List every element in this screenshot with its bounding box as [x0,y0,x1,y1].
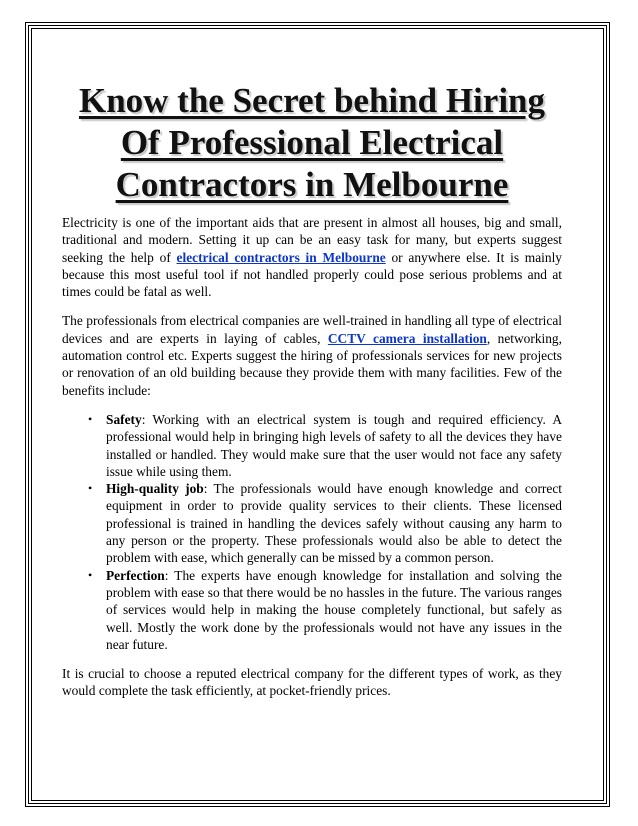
list-item [88,567,562,653]
intro-paragraph [62,214,562,300]
electrical-contractors-link[interactable]: electrical contractors in Melbourne [176,249,386,265]
benefit-term: High-quality job [106,481,204,497]
list-item [88,480,562,566]
bullet-icon: • [88,567,93,582]
benefits-list [62,411,562,653]
benefit-text: : Working with an electrical system is tough and required efficiency. A professional would help in bringing high levels of safety to all the devices they have installed or handled. They would make sure that the user would not face any safety issue while using them. [106,411,562,479]
services-paragraph [62,312,562,398]
bullet-icon: • [88,411,93,426]
list-item [88,411,562,480]
page-title: Know the Secret behind Hiring Of Professional Electrical Contractors in Melbourne [78,81,546,204]
document-body [62,80,562,712]
intro-text-before: Electricity is one of the important aids that are present in almost all houses, big and small, traditional and modern. Setting it up can be an easy task for many, but experts suggest seeking the help of [62,215,562,265]
intro-text-after: or anywhere else. It is mainly because this most useful tool if not handled properly could pose serious problems and at times could be fatal as well. [62,249,562,300]
cctv-installation-link[interactable]: CCTV camera installation [327,330,487,346]
services-text-before: The professionals from electrical companies are well-trained in handling all type of electrical devices and are experts in laying of cables, [62,313,562,346]
benefit-text: : The experts have enough knowledge for installation and solving the problem with ease so that there would be no hassles in the future. The various ranges of services would help in making the house completely functional, but safely as well. Mostly the work done by the professionals would not have any issues in the near future. [106,567,562,652]
benefit-term: Safety [106,411,142,427]
benefit-text: : The professionals would have enough knowledge and correct equipment in order to provide quality services to their clients. These licensed professional is trained in handling the devices safely without causing any harm to any person or the property. These professionals would also be able to detect the problem with ease, which generally can be missed by a common person. [106,481,562,566]
closing-paragraph: It is crucial to choose a reputed electrical company for the different types of work, as they would complete the task efficiently, at pocket-friendly prices. [62,666,562,699]
services-text-after: , networking, automation control etc. Experts suggest the hiring of professionals services for new projects or renovation of an old building because they provide them with many facilities. Few of the benefits include: [62,330,562,398]
benefit-term: Perfection [106,567,165,583]
bullet-icon: • [88,481,93,496]
